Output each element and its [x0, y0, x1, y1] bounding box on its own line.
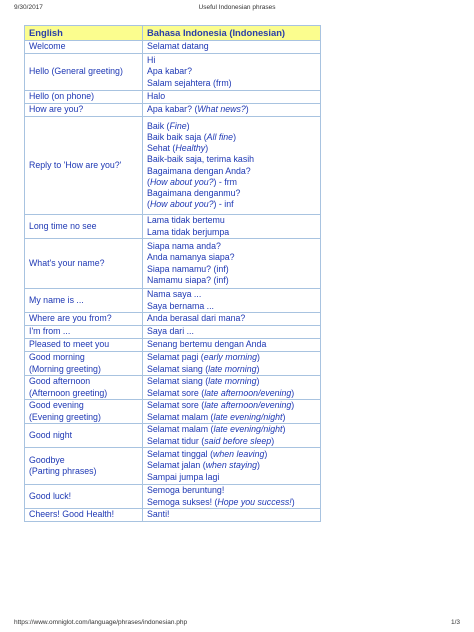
phrase-text: Selamat siang ( — [147, 376, 209, 387]
indonesian-cell — [143, 400, 321, 424]
indonesian-cell — [143, 326, 321, 339]
column-header-indonesian: Bahasa Indonesia (Indonesian) — [143, 26, 321, 41]
english-cell — [25, 104, 143, 117]
table-row — [25, 376, 321, 400]
indonesian-phrase — [147, 199, 316, 210]
table-header-row — [25, 26, 321, 41]
indonesian-phrase — [147, 352, 316, 363]
phrase-text: Lama tidak bertemu — [147, 215, 225, 226]
english-phrase: (Morning greeting) — [29, 363, 101, 374]
phrase-text: Semoga beruntung! — [147, 485, 225, 496]
phrase-text: ( — [147, 199, 150, 210]
table-row — [25, 339, 321, 352]
phrase-gloss: late morning — [208, 376, 257, 387]
indonesian-phrase — [147, 301, 316, 312]
phrase-gloss: early morning — [203, 352, 258, 363]
phrase-suffix: ) — [264, 449, 268, 460]
table-row — [25, 448, 321, 485]
indonesian-phrase — [147, 497, 316, 508]
phrase-suffix: ) — [282, 424, 286, 435]
english-phrase: Good night — [29, 429, 73, 440]
english-cell — [25, 215, 143, 239]
indonesian-phrase — [147, 264, 316, 275]
indonesian-phrase — [147, 326, 316, 337]
phrase-gloss: How about you? — [149, 199, 214, 210]
indonesian-phrase — [147, 41, 316, 52]
phrase-gloss: Healthy — [175, 143, 206, 154]
indonesian-phrase — [147, 188, 316, 199]
english-cell — [25, 326, 143, 339]
indonesian-phrase — [147, 55, 316, 66]
phrase-text: Bagaimana dengan Anda? — [147, 165, 251, 176]
phrase-gloss: when leaving — [213, 449, 265, 460]
page-header — [14, 4, 460, 14]
phrase-suffix: ) — [291, 387, 295, 398]
indonesian-cell — [143, 239, 321, 289]
phrase-gloss: Fine — [169, 120, 187, 131]
indonesian-cell — [143, 91, 321, 104]
phrase-suffix: ) - inf — [213, 199, 234, 210]
english-cell — [25, 289, 143, 313]
table-row — [25, 509, 321, 522]
indonesian-phrase — [147, 436, 316, 447]
indonesian-phrase — [147, 472, 316, 483]
table-row — [25, 41, 321, 54]
phrase-text: Saya dari ... — [147, 326, 194, 337]
phrase-suffix: ) — [186, 120, 190, 131]
english-phrase: Good morning — [29, 352, 85, 363]
table-row — [25, 326, 321, 339]
phrase-text: Selamat jalan ( — [147, 460, 206, 471]
phrase-gloss: late afternoon/evening — [204, 400, 292, 411]
phrase-text: Senang bertemu dengan Anda — [147, 339, 267, 350]
table-row — [25, 289, 321, 313]
indonesian-cell — [143, 215, 321, 239]
phrase-suffix: ) — [245, 104, 249, 115]
english-cell — [25, 376, 143, 400]
table-row — [25, 239, 321, 289]
indonesian-phrase — [147, 339, 316, 350]
phrase-gloss: How about you? — [149, 176, 214, 187]
english-cell — [25, 448, 143, 485]
indonesian-cell — [143, 54, 321, 91]
phrase-text: Anda namanya siapa? — [147, 252, 235, 263]
indonesian-phrase — [147, 91, 316, 102]
indonesian-cell — [143, 41, 321, 54]
phrase-text: Saya bernama ... — [147, 300, 214, 311]
english-phrase: Reply to 'How are you?' — [29, 159, 122, 170]
table-body — [25, 41, 321, 522]
indonesian-phrase — [147, 509, 316, 520]
indonesian-cell — [143, 448, 321, 485]
english-cell — [25, 41, 143, 54]
table-row — [25, 117, 321, 215]
indonesian-phrase — [147, 275, 316, 286]
indonesian-phrase — [147, 364, 316, 375]
indonesian-phrase — [147, 66, 316, 77]
phrase-gloss: late evening/night — [213, 424, 283, 435]
english-cell — [25, 424, 143, 448]
phrase-text: Baik-baik saja, terima kasih — [147, 154, 255, 165]
english-phrase: (Evening greeting) — [29, 411, 101, 422]
phrase-gloss: What news? — [197, 104, 246, 115]
phrase-text: Baik ( — [147, 120, 170, 131]
table-row — [25, 215, 321, 239]
phrase-text: Nama saya ... — [147, 289, 202, 300]
indonesian-cell — [143, 339, 321, 352]
phrase-suffix: ) — [233, 131, 236, 142]
indonesian-phrase — [147, 78, 316, 89]
phrase-suffix: ) — [205, 143, 209, 154]
english-phrase: Goodbye — [29, 454, 65, 465]
phrase-gloss: said before sleep — [204, 435, 272, 446]
english-phrase: My name is ... — [29, 294, 84, 305]
indonesian-phrase — [147, 215, 316, 226]
phrase-text: Sehat ( — [147, 143, 176, 154]
indonesian-cell — [143, 104, 321, 117]
phrase-text: Selamat sore ( — [147, 387, 205, 398]
source-url: https://www.omniglot.com/language/phrases/indonesian.php — [14, 619, 188, 626]
table-row — [25, 424, 321, 448]
english-cell — [25, 117, 143, 215]
indonesian-cell — [143, 485, 321, 509]
indonesian-phrase — [147, 313, 316, 324]
phrase-text: Sampai jumpa lagi — [147, 471, 220, 482]
table-row — [25, 91, 321, 104]
phrase-text: Selamat pagi ( — [147, 352, 204, 363]
english-cell — [25, 91, 143, 104]
page-footer — [14, 619, 460, 629]
phrase-text: Selamat sore ( — [147, 400, 205, 411]
indonesian-phrase — [147, 388, 316, 399]
phrase-suffix: ) — [291, 496, 295, 507]
document-title: Useful Indonesian phrases — [198, 4, 276, 11]
indonesian-phrase — [147, 143, 316, 154]
indonesian-phrase — [147, 154, 316, 165]
phrase-suffix: ) — [291, 400, 295, 411]
english-phrase: How are you? — [29, 104, 84, 115]
indonesian-cell — [143, 313, 321, 326]
table-row — [25, 352, 321, 376]
english-phrase: (Afternoon greeting) — [29, 387, 108, 398]
phrase-suffix: ) — [282, 411, 286, 422]
phrase-text: Semoga sukses! ( — [147, 496, 218, 507]
phrase-text: Selamat malam ( — [147, 411, 214, 422]
indonesian-phrase — [147, 166, 316, 177]
phrase-text: Santi! — [147, 509, 170, 520]
english-phrase: What's your name? — [29, 257, 105, 268]
english-phrase: Hello (on phone) — [29, 91, 95, 102]
english-phrase: Pleased to meet you — [29, 339, 110, 350]
phrases-table — [24, 25, 321, 522]
english-phrase: Good afternoon — [29, 376, 91, 387]
phrase-suffix: ) — [257, 352, 260, 363]
indonesian-phrase — [147, 424, 316, 435]
english-cell — [25, 400, 143, 424]
english-phrase: Good evening — [29, 400, 84, 411]
english-phrase: Good luck! — [29, 490, 72, 501]
phrase-suffix: ) — [256, 363, 260, 374]
english-phrase: Cheers! Good Health! — [29, 509, 115, 520]
phrase-text: Selamat siang ( — [147, 363, 209, 374]
table-row — [25, 313, 321, 326]
phrase-gloss: late evening/night — [213, 411, 283, 422]
indonesian-phrase — [147, 449, 316, 460]
indonesian-cell — [143, 117, 321, 215]
english-phrase: Long time no see — [29, 220, 97, 231]
phrase-gloss: late afternoon/evening — [204, 387, 292, 398]
phrase-gloss: All fine — [206, 131, 234, 142]
english-phrase: Welcome — [29, 41, 66, 52]
english-cell — [25, 313, 143, 326]
phrase-text: Bagaimana denganmu? — [147, 187, 241, 198]
phrase-gloss: when staying — [205, 460, 258, 471]
indonesian-phrase — [147, 104, 316, 115]
indonesian-phrase — [147, 485, 316, 496]
phrase-text: Siapa namamu? (inf) — [147, 263, 229, 274]
indonesian-phrase — [147, 376, 316, 387]
english-cell — [25, 509, 143, 522]
english-cell — [25, 339, 143, 352]
indonesian-cell — [143, 424, 321, 448]
english-phrase: (Parting phrases) — [29, 466, 97, 476]
indonesian-cell — [143, 509, 321, 522]
phrase-text: Selamat malam ( — [147, 424, 214, 435]
page-number: 1/3 — [450, 619, 460, 626]
phrase-text: Selamat tinggal ( — [147, 449, 214, 460]
indonesian-phrase — [147, 400, 316, 411]
print-date: 9/30/2017 — [14, 4, 43, 11]
english-phrase: I'm from ... — [29, 326, 71, 337]
phrase-text: ( — [147, 176, 150, 187]
phrase-suffix: ) - frm — [213, 176, 237, 187]
phrase-text: Lama tidak berjumpa — [147, 226, 230, 237]
indonesian-phrase — [147, 412, 316, 423]
indonesian-phrase — [147, 460, 316, 471]
english-cell — [25, 352, 143, 376]
indonesian-phrase — [147, 241, 316, 252]
indonesian-phrase — [147, 289, 316, 300]
phrase-text: Apa kabar? — [147, 66, 192, 77]
phrase-suffix: ) — [256, 376, 260, 387]
phrase-text: Hi — [147, 55, 156, 66]
phrase-text: Salam sejahtera (frm) — [147, 77, 232, 88]
table-row — [25, 104, 321, 117]
indonesian-cell — [143, 289, 321, 313]
indonesian-phrase — [147, 177, 316, 188]
table-row — [25, 485, 321, 509]
indonesian-cell — [143, 352, 321, 376]
indonesian-phrase — [147, 132, 316, 143]
english-phrase: Hello (General greeting) — [29, 66, 123, 77]
indonesian-phrase — [147, 121, 316, 132]
phrase-text: Anda berasal dari mana? — [147, 313, 246, 324]
phrase-text: Selamat datang — [147, 41, 209, 52]
phrase-text: Baik baik saja ( — [147, 131, 207, 142]
english-cell — [25, 485, 143, 509]
english-cell — [25, 239, 143, 289]
indonesian-phrase — [147, 227, 316, 238]
phrase-gloss: late morning — [208, 363, 257, 374]
phrase-text: Selamat tidur ( — [147, 435, 205, 446]
phrase-text: Namamu siapa? (inf) — [147, 274, 229, 285]
table-row — [25, 400, 321, 424]
phrase-suffix: ) — [271, 435, 275, 446]
phrase-gloss: Hope you success! — [217, 496, 292, 507]
english-cell — [25, 54, 143, 91]
indonesian-phrase — [147, 252, 316, 263]
phrase-text: Siapa nama anda? — [147, 241, 221, 252]
phrase-text: Halo — [147, 91, 166, 102]
column-header-english: English — [25, 26, 143, 41]
phrase-text: Apa kabar? ( — [147, 104, 198, 115]
indonesian-cell — [143, 376, 321, 400]
english-phrase: Where are you from? — [29, 313, 112, 324]
phrase-suffix: ) — [257, 460, 260, 471]
table-row — [25, 54, 321, 91]
